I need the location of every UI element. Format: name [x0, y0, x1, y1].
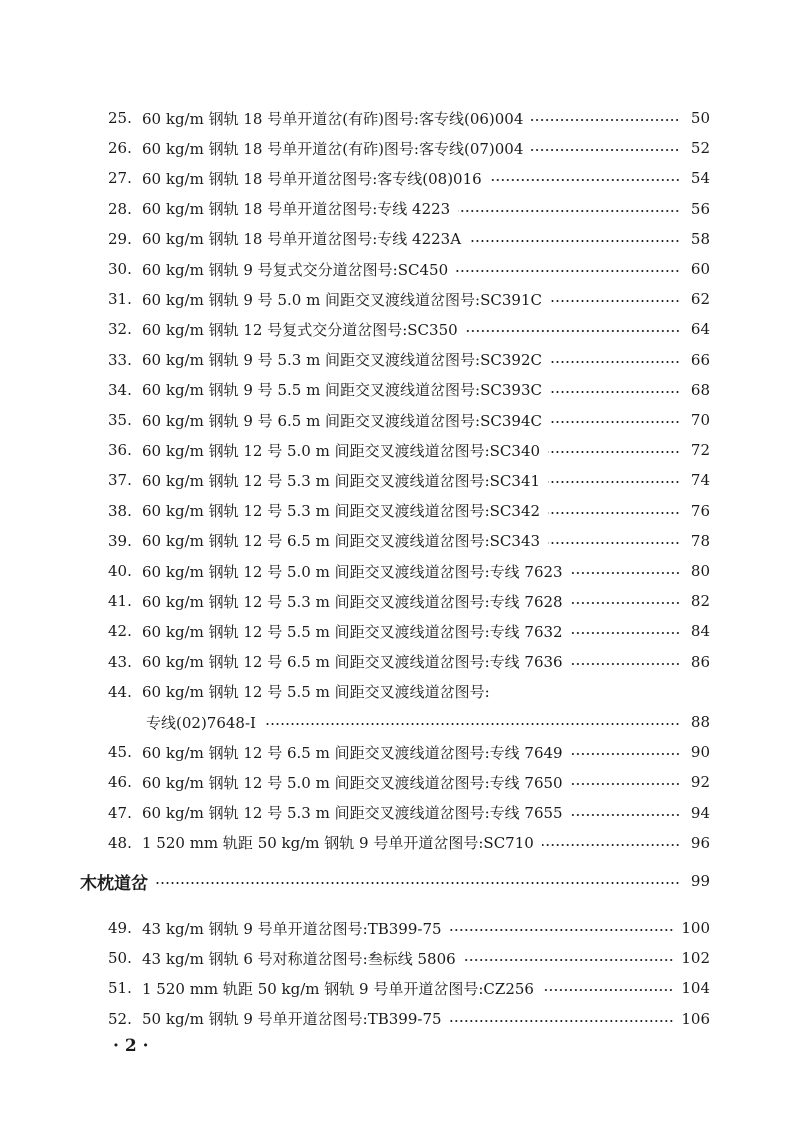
toc-entry: [108, 375, 710, 405]
toc-entry: [108, 828, 710, 858]
toc-entry: [108, 737, 710, 767]
entry-number: 33.: [108, 350, 132, 369]
section-heading: [80, 866, 710, 896]
entry-number: 34.: [108, 380, 132, 399]
entry-title: 60 kg/m 钢轨 9 号 5.0 m 间距交叉渡线道岔图号:SC391C: [142, 290, 542, 309]
entry-page: 90: [690, 743, 710, 762]
entry-page: 72: [690, 441, 710, 460]
toc-entry: [108, 133, 710, 163]
entry-title: 60 kg/m 钢轨 12 号 5.0 m 间距交叉渡线道岔图号:专线 7623: [142, 562, 563, 581]
entry-page: 74: [690, 471, 710, 490]
toc-entry: [108, 405, 710, 435]
entry-title: 60 kg/m 钢轨 9 号复式交分道岔图号:SC450: [142, 260, 449, 279]
toc-entry: [108, 526, 710, 556]
entry-title: 60 kg/m 钢轨 12 号 6.5 m 间距交叉渡线道岔图号:专线 7649: [142, 743, 563, 762]
dot-leader: [550, 300, 680, 302]
toc-entry: [108, 677, 710, 707]
entry-number: 51.: [108, 979, 132, 998]
entry-title: 1 520 mm 轨距 50 kg/m 钢轨 9 号单开道岔图号:CZ256: [142, 979, 534, 998]
entry-page: 52: [690, 139, 710, 158]
dot-leader: [464, 959, 674, 961]
entry-page: 60: [690, 260, 710, 278]
entry-page: 70: [690, 411, 710, 429]
entry-number: 28.: [108, 199, 132, 218]
dot-leader: [542, 989, 673, 991]
toc-entry-continuation: [146, 707, 710, 737]
dot-leader: [550, 421, 680, 423]
entry-page: 92: [690, 773, 710, 792]
entry-number: 29.: [108, 229, 132, 248]
entry-title: 60 kg/m 钢轨 12 号 5.3 m 间距交叉渡线道岔图号:专线 7655: [142, 804, 563, 823]
entry-title: 60 kg/m 钢轨 12 号 6.5 m 间距交叉渡线道岔图号:SC343: [142, 532, 541, 551]
entry-title: 60 kg/m 钢轨 12 号 5.0 m 间距交叉渡线道岔图号:专线 7650: [142, 773, 563, 792]
entry-number: 38.: [108, 501, 132, 520]
page-number: · 2 ·: [113, 1036, 149, 1056]
entry-page: 94: [690, 803, 710, 822]
entry-page: 76: [690, 501, 710, 520]
section-page: 99: [690, 872, 710, 890]
dot-leader: [264, 723, 680, 725]
entry-page: 102: [681, 949, 710, 968]
toc-entry: [108, 1004, 710, 1034]
entry-page: 50: [690, 109, 710, 127]
entry-page: 104: [681, 979, 710, 998]
entry-page: 62: [690, 290, 710, 309]
dot-leader: [531, 149, 680, 151]
entry-title: 60 kg/m 钢轨 9 号 5.3 m 间距交叉渡线道岔图号:SC392C: [142, 351, 542, 370]
entry-page: 64: [690, 320, 710, 339]
toc-entry: [108, 798, 710, 828]
toc-entry: [108, 913, 710, 943]
dot-leader: [548, 512, 680, 514]
dot-leader: [571, 632, 680, 634]
entry-page: 68: [690, 380, 710, 399]
entry-number: 47.: [108, 803, 132, 822]
entry-title: 60 kg/m 钢轨 9 号 6.5 m 间距交叉渡线道岔图号:SC394C: [142, 411, 542, 430]
entry-number: 41.: [108, 592, 132, 611]
toc-entry: [108, 496, 710, 526]
toc-entry: [108, 586, 710, 616]
entry-title: 60 kg/m 钢轨 18 号单开道岔图号:客专线(08)016: [142, 169, 482, 188]
toc-entry: [108, 616, 710, 646]
entry-title: 60 kg/m 钢轨 18 号单开道岔图号:专线 4223A: [142, 230, 462, 249]
dot-leader: [548, 542, 680, 544]
toc-entry: [108, 556, 710, 586]
dot-leader: [571, 572, 680, 574]
entry-title: 60 kg/m 钢轨 12 号 5.0 m 间距交叉渡线道岔图号:SC340: [142, 441, 541, 460]
dot-leader: [548, 451, 680, 453]
entry-number: 31.: [108, 290, 132, 309]
toc-entry: [108, 103, 710, 133]
entry-page: 78: [690, 531, 710, 550]
dot-leader: [571, 753, 680, 755]
dot-leader: [571, 814, 680, 816]
entry-number: 46.: [108, 773, 132, 792]
dot-leader: [450, 929, 674, 931]
entry-number: 49.: [108, 919, 132, 937]
toc-entry: [108, 767, 710, 797]
entry-page: 58: [690, 229, 710, 248]
dot-leader: [456, 270, 680, 272]
toc-entry: [108, 345, 710, 375]
entry-number: 36.: [108, 441, 132, 460]
entry-number: 27.: [108, 169, 132, 188]
entry-title: 43 kg/m 钢轨 6 号对称道岔图号:叁标线 5806: [142, 949, 456, 968]
entry-number: 37.: [108, 471, 132, 490]
entry-title: 60 kg/m 钢轨 12 号 5.3 m 间距交叉渡线道岔图号:专线 7628: [142, 592, 563, 611]
dot-leader: [458, 210, 680, 212]
entry-page: 56: [690, 199, 710, 218]
entry-page: 80: [690, 562, 710, 580]
dot-leader: [469, 240, 680, 242]
entry-number: 44.: [108, 682, 132, 701]
entry-title: 60 kg/m 钢轨 12 号 5.3 m 间距交叉渡线道岔图号:SC342: [142, 502, 541, 521]
toc-entry: [108, 314, 710, 344]
entry-title: 1 520 mm 轨距 50 kg/m 钢轨 9 号单开道岔图号:SC710: [142, 834, 534, 853]
dot-leader: [466, 330, 680, 332]
entry-number: 43.: [108, 652, 132, 671]
toc-entry: [108, 163, 710, 193]
toc-entry: [108, 973, 710, 1003]
entry-number: 35.: [108, 411, 132, 429]
entry-number: 48.: [108, 833, 132, 852]
dot-leader: [490, 179, 680, 181]
entry-page: 84: [690, 622, 710, 641]
dot-leader: [571, 663, 680, 665]
dot-leader: [542, 844, 680, 846]
dot-leader: [548, 481, 680, 483]
entry-number: 45.: [108, 743, 132, 762]
toc-entry: [108, 284, 710, 314]
entry-title: 60 kg/m 钢轨 18 号单开道岔(有砟)图号:客专线(07)004: [142, 139, 524, 158]
entry-number: 40.: [108, 562, 132, 580]
entry-page: 106: [681, 1009, 710, 1028]
entry-title: 60 kg/m 钢轨 12 号 6.5 m 间距交叉渡线道岔图号:专线 7636: [142, 653, 563, 672]
entry-page: 88: [690, 713, 710, 731]
entry-number: 26.: [108, 139, 132, 158]
entry-number: 42.: [108, 622, 132, 641]
entry-title: 专线(02)7648-Ⅰ: [146, 713, 256, 732]
toc-entry: [108, 465, 710, 495]
dot-leader: [531, 119, 680, 121]
entry-title: 50 kg/m 钢轨 9 号单开道岔图号:TB399-75: [142, 1010, 442, 1029]
toc-entry: [108, 647, 710, 677]
entry-number: 50.: [108, 949, 132, 968]
entry-number: 52.: [108, 1009, 132, 1028]
entry-title: 60 kg/m 钢轨 18 号单开道岔图号:专线 4223: [142, 200, 451, 219]
entry-page: 100: [681, 919, 710, 937]
entry-page: 86: [690, 652, 710, 671]
toc-entry: [108, 194, 710, 224]
entry-page: 66: [690, 350, 710, 369]
entry-title: 60 kg/m 钢轨 9 号 5.5 m 间距交叉渡线道岔图号:SC393C: [142, 381, 542, 400]
entry-title: 60 kg/m 钢轨 12 号 5.5 m 间距交叉渡线道岔图号:专线 7632: [142, 622, 563, 641]
entry-page: 82: [690, 592, 710, 611]
dot-leader: [450, 1020, 674, 1022]
entry-number: 32.: [108, 320, 132, 339]
entry-number: 25.: [108, 109, 132, 127]
dot-leader: [571, 783, 680, 785]
toc-entry: [108, 224, 710, 254]
toc-entry: [108, 435, 710, 465]
entry-page: 54: [690, 169, 710, 188]
entry-title: 60 kg/m 钢轨 12 号 5.3 m 间距交叉渡线道岔图号:SC341: [142, 471, 541, 490]
entry-title: 60 kg/m 钢轨 18 号单开道岔(有砟)图号:客专线(06)004: [142, 109, 524, 128]
dot-leader: [571, 602, 680, 604]
toc-entry: [108, 943, 710, 973]
entry-title: 43 kg/m 钢轨 9 号单开道岔图号:TB399-75: [142, 919, 442, 938]
entry-page: 96: [690, 833, 710, 852]
entry-title: 60 kg/m 钢轨 12 号复式交分道岔图号:SC350: [142, 320, 458, 339]
dot-leader: [156, 882, 680, 884]
entry-number: 39.: [108, 531, 132, 550]
entry-title: 60 kg/m 钢轨 12 号 5.5 m 间距交叉渡线道岔图号:: [142, 683, 490, 702]
section-title: 木枕道岔: [80, 873, 148, 894]
dot-leader: [550, 391, 680, 393]
dot-leader: [550, 361, 680, 363]
entry-number: 30.: [108, 260, 132, 278]
toc-entry: [108, 254, 710, 284]
